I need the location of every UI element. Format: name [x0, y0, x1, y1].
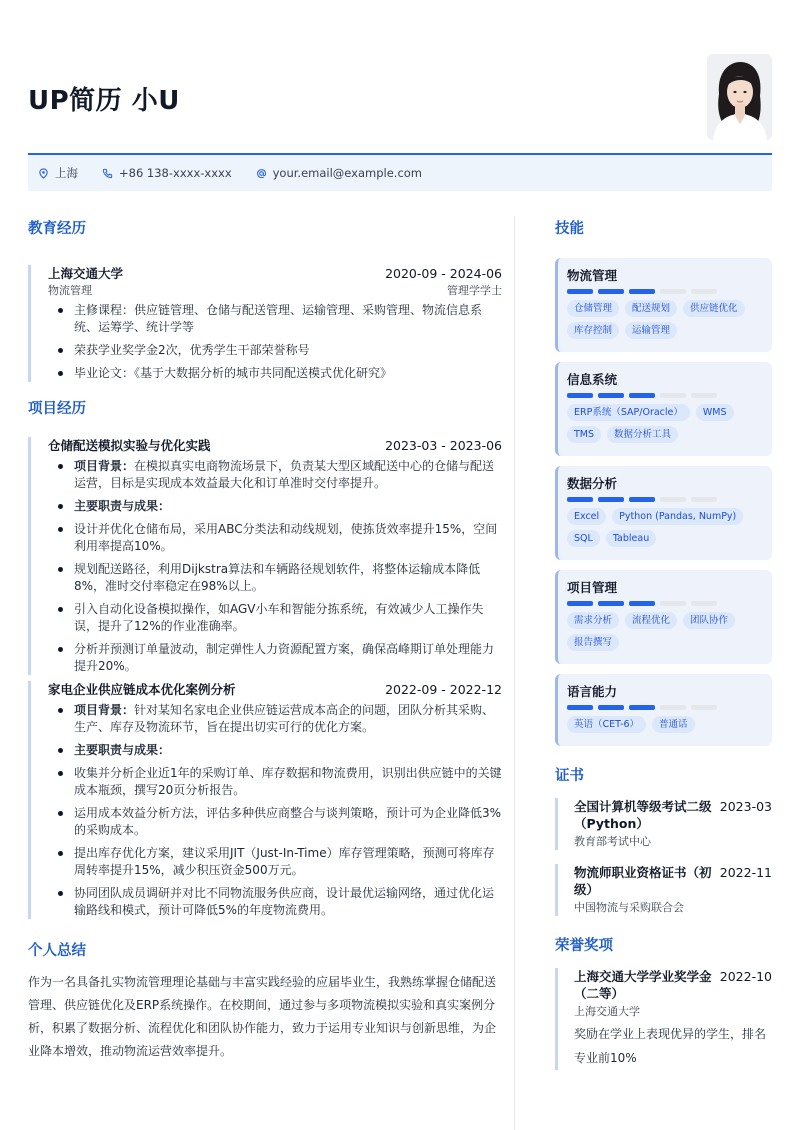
skill-tag: 流程优化	[625, 612, 677, 629]
project-date: 2022-09 - 2022-12	[385, 682, 502, 697]
contact-location	[38, 165, 78, 181]
skill-level-segment	[660, 289, 686, 294]
section-title-honors: 荣誉奖项	[555, 938, 613, 954]
skill-tags	[567, 716, 762, 738]
education-head	[48, 265, 502, 283]
location-pin-icon	[38, 168, 49, 179]
skill-tag: 仓储管理	[567, 300, 619, 317]
skill-level-segment	[598, 601, 624, 606]
skill-level-segment	[629, 393, 655, 398]
education-degree: 管理学学士	[447, 284, 502, 297]
list-item: 荣获学业奖学金2次，优秀学生干部荣誉称号	[48, 342, 502, 359]
skill-tag: SQL	[567, 530, 600, 547]
skill-name: 项目管理	[567, 580, 618, 595]
background-label: 项目背景：	[74, 459, 135, 473]
honor-item	[555, 968, 772, 1070]
list-item: 分析并预测订单量波动，制定弹性人力资源配置方案，确保高峰期订单处理能力提升20%。	[48, 641, 502, 675]
skill-level-segment	[691, 289, 717, 294]
cert-org: 教育部考试中心	[574, 835, 651, 848]
skill-tag: Python (Pandas, NumPy)	[612, 508, 743, 525]
at-sign-icon	[256, 168, 267, 179]
skill-tag: 配送规划	[625, 300, 677, 317]
phone-icon	[102, 168, 113, 179]
skill-tag: ERP系统（SAP/Oracle）	[567, 404, 690, 421]
honors-list	[555, 968, 772, 1070]
skill-name: 语言能力	[567, 684, 618, 699]
skill-level-segment	[691, 497, 717, 502]
cert-date: 2023-03	[719, 799, 772, 814]
skill-tag: Tableau	[606, 530, 656, 547]
list-item: 毕业论文：《基于大数据分析的城市共同配送模式优化研究》	[48, 365, 502, 382]
cert-item	[555, 864, 772, 916]
background-text: 针对某知名家电企业供应链运营成本高企的问题，团队分析其采购、生产、库存及物流环节，旨在提出切实可行的优化方案。	[74, 703, 495, 734]
honor-date: 2022-10	[719, 969, 772, 984]
list-item: 引入自动化设备模拟操作，如AGV小车和智能分拣系统，有效减少人工操作失误，提升了12%的作业准确率。	[48, 601, 502, 635]
skill-level-segment	[567, 289, 593, 294]
project-bullets	[48, 702, 502, 919]
education-bullets	[48, 302, 502, 382]
project-head	[48, 681, 502, 699]
skill-level-segment	[660, 705, 686, 710]
main-column	[28, 212, 502, 1063]
list-item: 设计并优化仓储布局，采用ABC分类法和动线规划，使拣货效率提升15%，空间利用率提高10%。	[48, 521, 502, 555]
school-name: 上海交通大学	[48, 266, 124, 281]
cert-date: 2022-11	[719, 865, 772, 880]
skill-level-segment	[660, 601, 686, 606]
cert-name: 全国计算机等级考试二级（Python）	[574, 799, 712, 831]
skill-name: 物流管理	[567, 268, 618, 283]
skill-level-segment	[598, 393, 624, 398]
section-title-projects: 项目经历	[28, 401, 86, 417]
skill-tag: 运输管理	[625, 322, 677, 339]
list-item	[48, 498, 502, 515]
cert-head	[574, 864, 772, 898]
honor-head	[574, 968, 772, 1002]
honor-name: 上海交通大学学业奖学金（二等）	[574, 969, 712, 1001]
duty-label: 主要职责与成果：	[74, 499, 171, 513]
list-item: 协同团队成员调研并对比不同物流服务供应商，设计最优运输网络，通过优化运输路线和模式，预计可降低5%的年度物流费用。	[48, 885, 502, 919]
skill-tags	[567, 612, 762, 656]
duty-label: 主要职责与成果：	[74, 743, 171, 757]
skill-card	[555, 674, 772, 746]
skill-tags	[567, 404, 762, 448]
cert-head	[574, 798, 772, 832]
skill-tag: 英语（CET-6）	[567, 716, 646, 733]
skill-level-segment	[598, 497, 624, 502]
skill-card	[555, 362, 772, 456]
skill-tag: 报告撰写	[567, 634, 619, 651]
skill-name: 信息系统	[567, 372, 618, 387]
education-major: 物流管理	[48, 284, 92, 297]
skill-level-segment	[567, 393, 593, 398]
candidate-name: UP简历 小U	[28, 86, 180, 116]
phone-text: +86 138-xxxx-xxxx	[119, 166, 232, 180]
skill-level-segment	[629, 601, 655, 606]
skill-tag: 数据分析工具	[607, 426, 678, 443]
skill-level-segment	[567, 705, 593, 710]
certs-list	[555, 798, 772, 916]
project-entry-1	[28, 437, 502, 675]
project-title: 仓储配送模拟实验与优化实践	[48, 438, 211, 453]
contact-phone	[102, 166, 232, 180]
skill-tag: 需求分析	[567, 612, 619, 629]
skill-level-segment	[567, 601, 593, 606]
contact-email[interactable]	[256, 166, 422, 180]
skill-level-bars	[567, 497, 762, 502]
section-title-summary: 个人总结	[28, 943, 86, 959]
summary-text: 作为一名具备扎实物流管理理论基础与丰富实践经验的应届毕业生，我熟练掌握仓储配送管理、供应链优化及ERP系统操作。在校期间，通过参与多项物流模拟实验和真实案例分析，积累了数据分析、流程优化和团队协作能力，致力于运用专业知识与创新思维，为企业降本增效，推动物流运营效率提升。	[28, 975, 497, 1058]
section-title-certs: 证书	[555, 768, 584, 784]
list-item	[48, 458, 502, 492]
honor-org: 上海交通大学	[574, 1005, 640, 1018]
list-item: 主修课程：供应链管理、仓储与配送管理、运输管理、采购管理、物流信息系统、运筹学、统计学等	[48, 302, 502, 336]
education-entry	[28, 265, 502, 382]
cert-name: 物流师职业资格证书（初级）	[574, 865, 712, 897]
side-column	[555, 212, 772, 1084]
project-bullets	[48, 458, 502, 675]
skill-level-segment	[691, 705, 717, 710]
skill-level-segment	[660, 497, 686, 502]
contact-bar	[28, 155, 772, 191]
project-head	[48, 437, 502, 455]
skill-level-segment	[691, 601, 717, 606]
skill-tag: 团队协作	[683, 612, 735, 629]
background-text: 在模拟真实电商物流场景下，负责某大型区域配送中心的仓储与配送运营，目标是实现成本效益最大化和订单准时交付率提升。	[74, 459, 495, 490]
list-item: 提出库存优化方案，建议采用JIT（Just-In-Time）库存管理策略，预测可将库存周转率提升15%，减少积压资金500万元。	[48, 845, 502, 879]
skill-card	[555, 466, 772, 560]
email-text[interactable]: your.email@example.com	[272, 166, 423, 180]
list-item	[48, 702, 502, 736]
skill-tag: 普通话	[652, 716, 695, 733]
honor-desc: 奖励在学业上表现优异的学生，排名专业前10%	[574, 1027, 767, 1065]
column-divider	[514, 216, 515, 1130]
skill-name: 数据分析	[567, 476, 618, 491]
skill-tags	[567, 300, 762, 344]
list-item: 规划配送路径，利用Dijkstra算法和车辆路径规划软件，将整体运输成本降低8%，准时交付率稳定在98%以上。	[48, 561, 502, 595]
skill-tag: Excel	[567, 508, 606, 525]
skill-tag: 库存控制	[567, 322, 619, 339]
skill-tag: 供应链优化	[683, 300, 745, 317]
profile-photo	[707, 54, 772, 140]
skills-list	[555, 258, 772, 746]
project-entry-2	[28, 681, 502, 919]
skill-level-segment	[629, 497, 655, 502]
project-date: 2023-03 - 2023-06	[385, 438, 502, 453]
skill-level-bars	[567, 601, 762, 606]
section-title-skills: 技能	[555, 221, 584, 237]
section-title-education: 教育经历	[28, 221, 86, 237]
skill-level-segment	[629, 289, 655, 294]
skill-card	[555, 570, 772, 664]
cert-item	[555, 798, 772, 850]
skill-level-segment	[691, 393, 717, 398]
cert-org: 中国物流与采购联合会	[574, 901, 684, 914]
background-label: 项目背景：	[74, 703, 135, 717]
list-item	[48, 742, 502, 759]
skill-tag: TMS	[567, 426, 601, 443]
education-sub	[48, 283, 502, 299]
skill-level-segment	[567, 497, 593, 502]
skill-level-segment	[660, 393, 686, 398]
skill-level-segment	[598, 289, 624, 294]
skill-level-bars	[567, 705, 762, 710]
location-text: 上海	[55, 166, 78, 180]
skill-card	[555, 258, 772, 352]
skill-level-segment	[598, 705, 624, 710]
skill-level-bars	[567, 393, 762, 398]
skill-level-segment	[629, 705, 655, 710]
project-title: 家电企业供应链成本优化案例分析	[48, 682, 236, 697]
resume-header	[28, 54, 772, 154]
list-item: 收集并分析企业近1年的采购订单、库存数据和物流费用，识别出供应链中的关键成本瓶颈，撰写20页分析报告。	[48, 765, 502, 799]
skill-tags	[567, 508, 762, 552]
skill-tag: WMS	[696, 404, 734, 421]
skill-level-bars	[567, 289, 762, 294]
list-item: 运用成本效益分析方法，评估多种供应商整合与谈判策略，预计可为企业降低3%的采购成本。	[48, 805, 502, 839]
education-date: 2020-09 - 2024-06	[385, 266, 502, 281]
